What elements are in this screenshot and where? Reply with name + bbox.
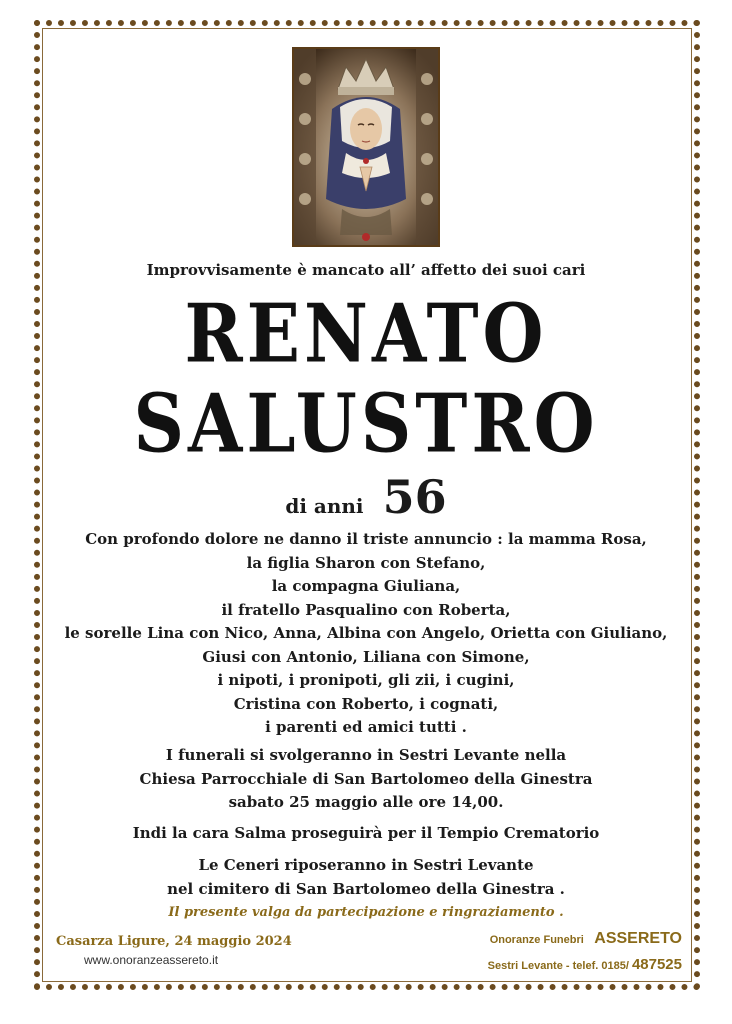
agency-label: Onoranze Funebri (489, 934, 584, 946)
announcement-line: la figlia Sharon con Stefano, (246, 553, 486, 572)
announcement-line: la compagna Giuliana, (271, 577, 461, 595)
deceased-last-name: SALUSTRO (133, 375, 599, 472)
funeral-info (40, 744, 692, 815)
announcement-line: il fratello Pasqualino con Roberta, (221, 600, 511, 619)
agency-name: ASSERETO (594, 930, 682, 947)
procession-text: Indi la cara Salma proseguirà per il Tempio Crematorio (132, 824, 600, 842)
age-value: 56 (382, 470, 447, 524)
announcement-line: Giusi con Antonio, Liliana con Simone, (202, 647, 530, 666)
place-date: Casarza Ligure, 24 maggio 2024 (56, 934, 292, 949)
announcement-line: i parenti ed amici tutti . (265, 718, 467, 736)
madonna-portrait-icon (292, 47, 440, 247)
deceased-first-name: RENATO (184, 285, 548, 382)
agency-contact (420, 956, 682, 973)
contact-prefix: Sestri Levante - telef. 0185/ (487, 960, 629, 972)
agency-info (420, 930, 682, 973)
age-line (40, 470, 692, 524)
announcement-line: Con profondo dolore ne danno il triste annuncio : la mamma Rosa, (85, 530, 647, 548)
funeral-line: Chiesa Parrocchiale di San Bartolomeo della Ginestra (139, 769, 593, 788)
announcement-block (40, 528, 692, 740)
ashes-info (40, 854, 692, 901)
ashes-line: nel cimitero di San Bartolomeo della Ginestra . (167, 879, 565, 898)
funeral-line: I funerali si svolgeranno in Sestri Levante nella (165, 746, 567, 764)
contact-number: 487525 (631, 956, 682, 973)
announcement-line: i nipoti, i pronipoti, gli zii, i cugini, (217, 671, 515, 689)
footer-left (56, 934, 316, 967)
announcement-line: Cristina con Roberto, i cognati, (233, 694, 499, 713)
intro-text: Improvvisamente è mancato all’ affetto dei suoi cari (146, 261, 586, 279)
website-link[interactable]: www.onoranzeassereto.it (84, 953, 219, 967)
ashes-line: Le Ceneri riposeranno in Sestri Levante (198, 856, 534, 874)
thanks-text: Il presente valga da partecipazione e ringraziamento . (168, 905, 564, 920)
age-label: di anni (285, 494, 364, 518)
funeral-line: sabato 25 maggio alle ore 14,00. (228, 793, 504, 811)
announcement-line: le sorelle Lina con Nico, Anna, Albina con Angelo, Orietta con Giuliano, (64, 624, 668, 642)
